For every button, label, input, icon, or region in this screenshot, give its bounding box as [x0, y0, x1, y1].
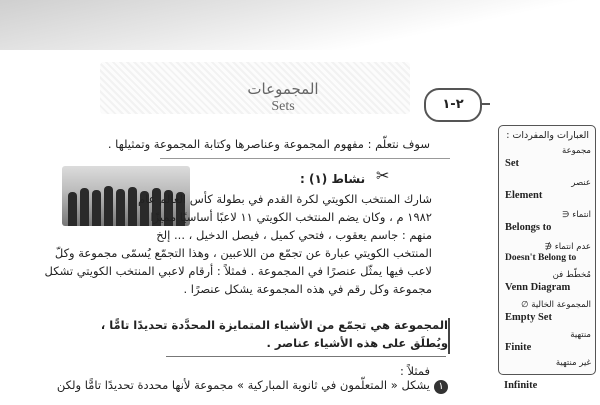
example-label: فمثلاً : — [399, 364, 430, 378]
term-english: Venn Diagram — [505, 282, 571, 293]
vocabulary-sidebar — [498, 125, 596, 375]
example-number: ١ — [434, 380, 448, 394]
lesson-title — [228, 80, 338, 116]
player-figure — [128, 187, 137, 226]
vocabulary-header: العبارات والمفردات : — [506, 130, 589, 141]
lesson-title-arabic: المجموعات — [247, 80, 319, 98]
activity-line: مجموعة وكل رقم في هذه المجموعة يشكل عنصرًا . — [183, 282, 432, 296]
player-figure — [104, 186, 113, 226]
term-english: Infinite — [504, 380, 538, 391]
lesson-title-english: Sets — [271, 99, 295, 114]
player-figure — [80, 188, 89, 226]
definition-underline — [166, 356, 446, 357]
activity-line: ١٩٨٢ م ، وكان يضم المنتخب الكويتي ١١ لاعبًا أساسيًا مميزًا — [150, 210, 432, 224]
term-english: Finite — [505, 342, 532, 353]
definition-line: ويُطلَق على هذه الأشياء عناصر . — [266, 336, 448, 350]
term-english: Belongs to — [505, 222, 552, 233]
definition-box — [100, 316, 448, 356]
activity-line: شارك المنتخب الكويتي لكرة القدم في بطولة كأس العالم عام — [138, 192, 432, 206]
term-english: Element — [505, 190, 543, 201]
term-arabic: مجموعة — [562, 146, 591, 156]
term-arabic: المجموعة الخالية ∅ — [521, 300, 591, 310]
term-english: Doesn't Belong to — [505, 253, 577, 263]
term-english: Set — [505, 158, 519, 169]
activity-line: لاعب فيها يمثّل عنصرًا في المجموعة . فمثلاً : أرقام لاعبي المنتخب الكويتي تشكل — [44, 264, 432, 278]
term-arabic: غير منتهية — [555, 358, 591, 368]
lesson-objective: سوف نتعلّم : مفهوم المجموعة وعناصرها وكتابة المجموعة وتمثيلها . — [107, 137, 430, 151]
example-text: يشكل « المتعلّمون في ثانوية المباركية » مجموعة لأنها محددة تحديدًا تامًّا ولكن — [56, 378, 430, 392]
definition-border — [448, 318, 450, 354]
activity-icon: ✂ — [376, 166, 390, 185]
page-corner-shadow — [0, 0, 600, 50]
player-figure — [92, 190, 101, 226]
term-arabic: عنصر — [571, 178, 591, 188]
term-arabic: منتهية — [570, 330, 591, 340]
divider — [160, 158, 450, 159]
player-figure — [68, 192, 77, 226]
term-english: Empty Set — [505, 312, 552, 323]
activity-line: المنتخب الكويتي عبارة عن تجمّع من اللاعبين ، وهذا التجمّع يُسمّى مجموعة وكلّ — [54, 246, 432, 260]
definition-line: المجموعة هي تجمّع من الأشياء المتمايزة المحدَّدة تحديدًا تامًّا ، — [100, 318, 448, 332]
activity-heading: نشاط (١) : — [300, 172, 366, 186]
player-figure — [116, 189, 125, 226]
lesson-number-badge: ٢-١ — [424, 88, 482, 122]
term-arabic: انتماء ∈ — [562, 210, 591, 220]
activity-line: منهم : جاسم يعقوب ، فتحي كميل ، فيصل الدخيل ، ... إلخ — [156, 228, 432, 242]
term-arabic: مُخطّط فن — [552, 270, 591, 280]
term-arabic: عدم انتماء ∉ — [544, 242, 591, 252]
